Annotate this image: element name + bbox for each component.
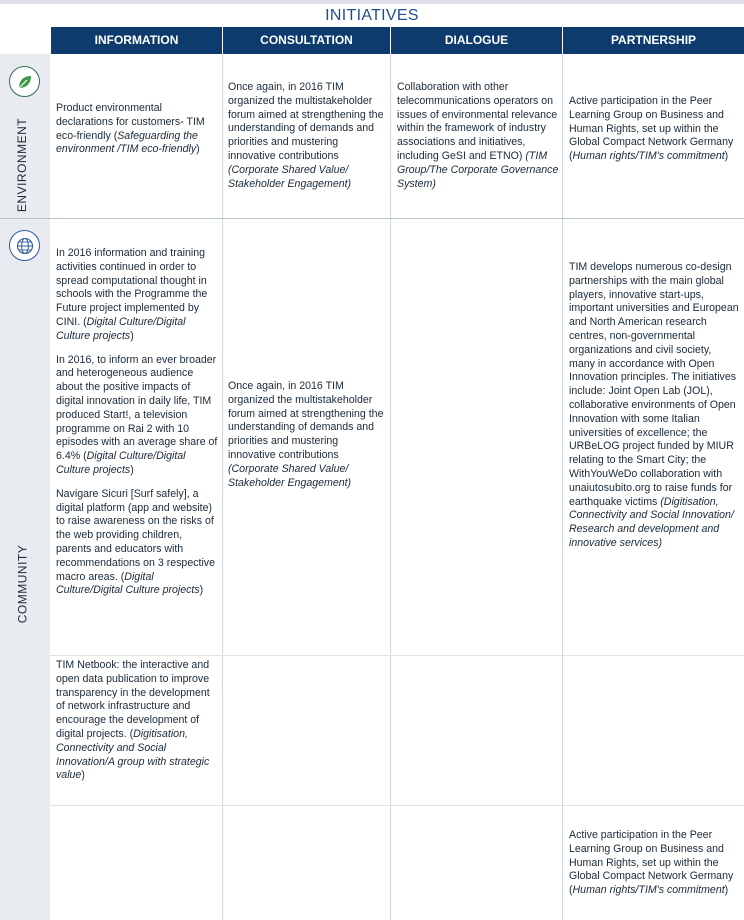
- row-divider: [0, 218, 744, 219]
- community-partnership-cell: TIM develops numerous co-design partnerships with the main global players, innovative start-ups, important universities and European and North American research centres, non-governmental organizations and civil society, many in accordance with Open Innovation principles. The initiatives include: Joint Open Lab (JOL), collaborative environments of Open Innovation with some Italian universities of excellence; the URBeLOG project funded by MIUR relating to the Smart City; the WithYouWeDo collaboration with unaiutosubito.org to raise funds for earthquake victims (Digitisation, Connectivity and Social Innovation/ Research and development and innovative services): [569, 261, 739, 549]
- sub-row-divider: [50, 805, 744, 806]
- column-divider: [222, 54, 223, 920]
- row-label-community: COMMUNITY: [15, 544, 29, 624]
- page-title: INITIATIVES: [325, 7, 419, 24]
- environment-consultation-cell: Once again, in 2016 TIM organized the multistakeholder forum aimed at strengthening the understanding of demands and priorities and mustering innovative contributions (Corporate Shared Value/ Stakeholder Engagement): [228, 81, 384, 190]
- column-divider: [562, 54, 563, 920]
- leaf-icon: [9, 66, 40, 97]
- environment-information-cell: Product environmental declarations for customers- TIM eco-friendly (Safeguarding the environment /TIM eco-friendly): [56, 102, 205, 156]
- column-header-consultation: CONSULTATION: [223, 27, 390, 54]
- list-item: Navigare Sicuri [Surf safely], a digital platform (app and website) to raise awareness on the risks of the web providing children, parents and educators with recommendations on 3 respective macro areas. (Digital Culture/Digital Culture projects): [56, 487, 215, 597]
- column-header-information: INFORMATION: [51, 27, 222, 54]
- community-consultation-cell: Once again, in 2016 TIM organized the multistakeholder forum aimed at strengthening the understanding of demands and priorities and mustering innovative contributions (Corporate Shared Value/ Stakeholder Engagement): [228, 380, 384, 489]
- globe-icon: [9, 230, 40, 261]
- community-partnership-cell-2: Active participation in the Peer Learning Group on Business and Human Rights, set up within the Global Compact Network Germany (Human rights/TIM's commitment): [569, 829, 734, 897]
- list-item: In 2016, to inform an ever broader and heterogeneous audience about the positive impacts of digital innovation in daily life, TIM produced Start!, a television programme on Rai 2 with 10 episodes with an average share of 6.4% (Digital Culture/Digital Culture projects): [56, 353, 218, 476]
- list-item: In 2016 information and training activities continued in order to spread computational thought in schools with the Programme the Future project implemented by CINI. (Digital Culture/Digital Culture projects): [56, 247, 208, 342]
- row-label-environment: ENVIRONMENT: [15, 117, 30, 213]
- table-header: [0, 27, 744, 54]
- community-information-cell: [56, 247, 218, 608]
- column-header-partnership: PARTNERSHIP: [563, 27, 744, 54]
- environment-dialogue-cell: Collaboration with other telecommunications operators on issues of environmental relevance within the framework of industry associations and initiatives, including GeSI and ETNO) (TIM Group/The Corporate Governance System): [397, 81, 559, 190]
- column-divider: [390, 54, 391, 920]
- header-blank-cell: [0, 27, 50, 54]
- initiatives-table: [0, 54, 744, 920]
- community-information-cell-2: TIM Netbook: the interactive and open data publication to improve transparency in the development of network infrastructure and encourage the development of digital projects. (Digitisation, Connectivity and Social Innovation/A group with strategic value): [56, 659, 210, 782]
- sub-row-divider: [50, 655, 744, 656]
- environment-partnership-cell: Active participation in the Peer Learning Group on Business and Human Rights, set up within the Global Compact Network Germany (Human rights/TIM's commitment): [569, 95, 734, 163]
- column-header-dialogue: DIALOGUE: [391, 27, 562, 54]
